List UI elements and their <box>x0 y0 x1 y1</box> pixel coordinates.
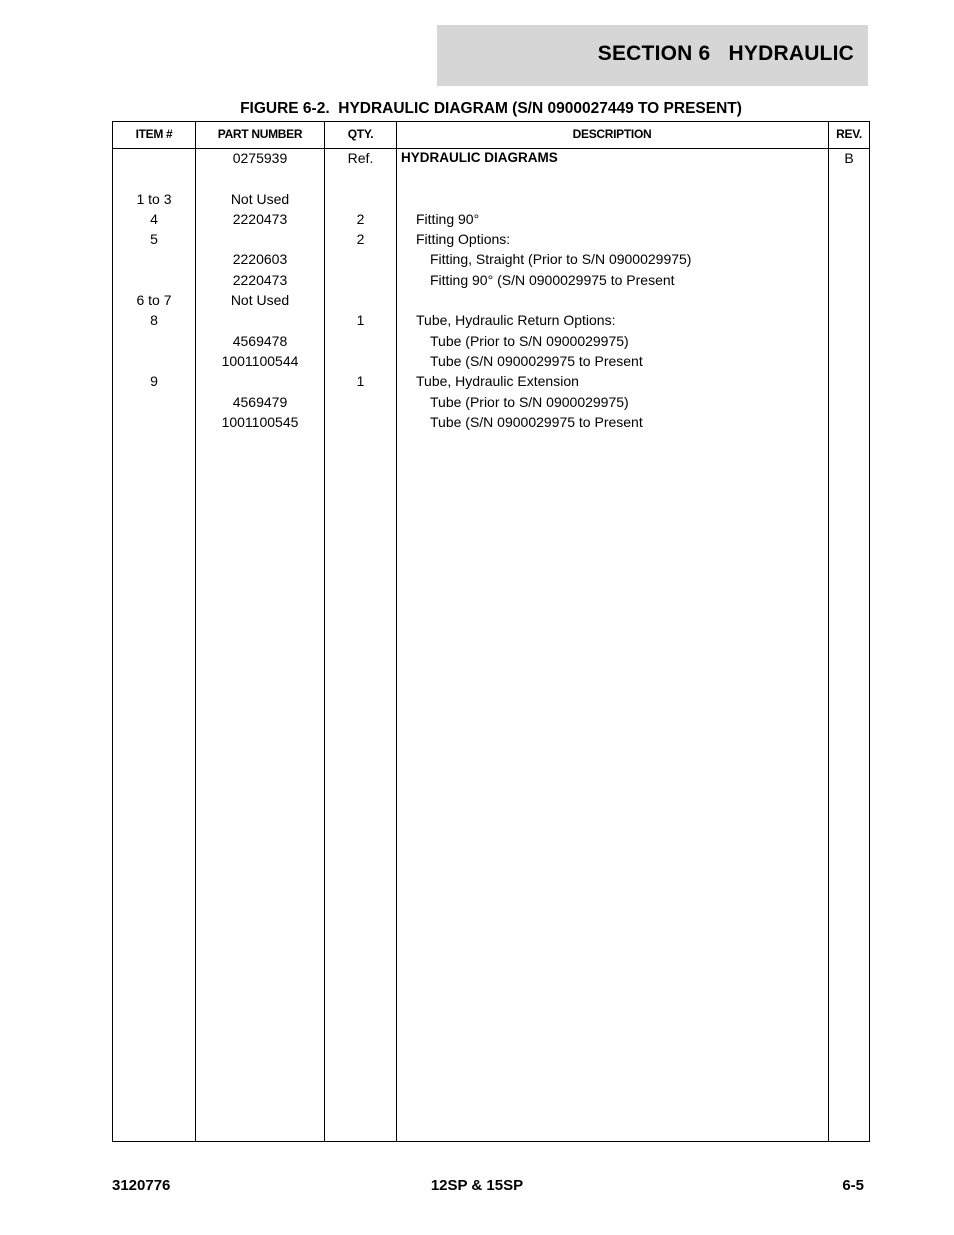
qty-cell: 1 <box>356 373 365 390</box>
table-row <box>113 291 869 311</box>
qty-cell: 1 <box>356 312 365 329</box>
table-row <box>113 352 869 372</box>
qty-cell: 2 <box>356 210 365 227</box>
table-row <box>113 190 869 210</box>
page-number: 6-5 <box>842 1177 864 1194</box>
description-cell: Fitting 90° (S/N 0900029975 to Present <box>430 271 675 288</box>
description-cell: Fitting Options: <box>416 231 511 248</box>
table-row <box>113 271 869 291</box>
column-header-description: DESCRIPTION <box>572 127 652 141</box>
part-number-cell: 2220473 <box>232 210 288 227</box>
table-row <box>113 393 869 413</box>
table-body <box>113 149 869 433</box>
description-cell: Tube, Hydraulic Return Options: <box>416 312 616 329</box>
parts-table <box>112 121 870 1142</box>
table-row <box>113 169 869 189</box>
model-name: 12SP & 15SP <box>430 1177 524 1194</box>
column-header-part-number: PART NUMBER <box>217 127 303 141</box>
rev-cell: B <box>844 150 854 166</box>
table-row <box>113 210 869 230</box>
description-cell: Tube (S/N 0900029975 to Present <box>430 352 643 369</box>
table-row <box>113 413 869 433</box>
section-header-box <box>437 25 868 86</box>
description-cell: Fitting 90° <box>416 210 480 227</box>
part-number-cell: Not Used <box>230 190 290 207</box>
part-number-cell: Not Used <box>230 292 290 309</box>
item-cell: 1 to 3 <box>136 190 172 207</box>
table-row <box>113 149 869 169</box>
table-row <box>113 332 869 352</box>
section-title: SECTION 6 HYDRAULIC <box>597 42 854 65</box>
description-cell: HYDRAULIC DIAGRAMS <box>401 150 558 165</box>
table-row <box>113 230 869 250</box>
part-number-cell: 1001100545 <box>221 413 299 430</box>
column-header-rev: REV. <box>836 127 862 141</box>
description-cell: Tube (S/N 0900029975 to Present <box>430 413 643 430</box>
item-cell: 4 <box>150 210 158 227</box>
qty-cell: 2 <box>356 231 365 248</box>
table-row <box>113 250 869 270</box>
part-number-cell: 2220603 <box>232 251 288 268</box>
part-number-cell: 1001100544 <box>221 352 299 369</box>
document-number: 3120776 <box>112 1177 171 1194</box>
item-cell: 6 to 7 <box>136 292 172 309</box>
table-row <box>113 372 869 392</box>
description-cell: Tube, Hydraulic Extension <box>416 373 579 390</box>
column-header-qty: QTY. <box>347 127 374 141</box>
description-cell: Tube (Prior to S/N 0900029975) <box>430 393 629 410</box>
part-number-cell: 4569479 <box>232 393 288 410</box>
description-cell: Tube (Prior to S/N 0900029975) <box>430 332 629 349</box>
item-cell: 9 <box>150 373 158 390</box>
column-header-item: ITEM # <box>135 127 173 141</box>
figure-title: FIGURE 6-2. HYDRAULIC DIAGRAM (S/N 0900027449 TO PRESENT) <box>240 100 742 117</box>
table-row <box>113 311 869 331</box>
part-number-cell: 4569478 <box>232 332 288 349</box>
description-cell: Fitting, Straight (Prior to S/N 0900029975) <box>430 251 692 268</box>
part-number-cell: 2220473 <box>232 271 288 288</box>
part-number-cell: 0275939 <box>232 150 288 166</box>
item-cell: 8 <box>150 312 158 329</box>
qty-cell: Ref. <box>347 150 374 166</box>
item-cell: 5 <box>150 231 158 248</box>
